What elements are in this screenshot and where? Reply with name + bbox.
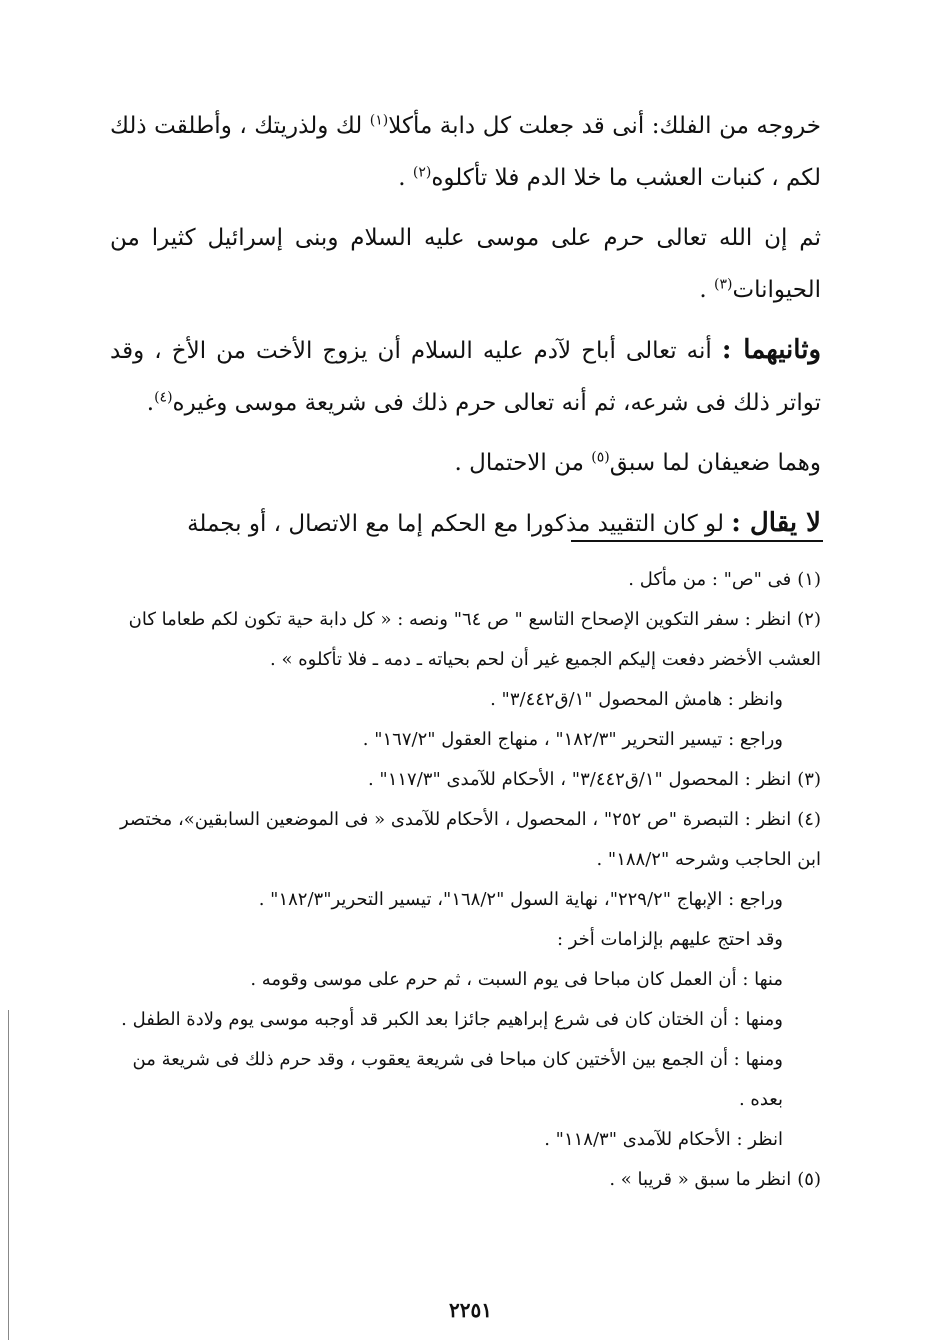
footnote-number: (٥) <box>797 1169 821 1190</box>
footnote-ref-4[interactable]: (٤) <box>154 389 173 406</box>
footnote-number: (٤) <box>797 809 821 830</box>
footnote-text: انظر ما سبق « قريبا » . <box>609 1169 792 1190</box>
footnote-3 <box>110 760 821 800</box>
paragraph-text: لك ولذريتك ، وأطلقت ذلك لكم ، كنبات العشب ما خلا الدم فلا تأكلوه <box>110 113 821 191</box>
footnote-2-sub: وراجع : تيسير التحرير "١٨٢/٣" ، منهاج العقول "١٦٧/٢" . <box>362 729 783 750</box>
footnote-text: فى "ص" : من مأكل . <box>628 569 792 590</box>
paragraph-3 <box>110 324 821 429</box>
footnote-ref-3[interactable]: (٣) <box>714 276 733 293</box>
footnote-ref-2[interactable]: (٢) <box>412 164 432 181</box>
footnote-4 <box>110 800 821 880</box>
footnote-text: انظر : سفر التكوين الإصحاح التاسع " ص ٦٤" ونصه : « كل دابة حية تكون لكم طعاما كان العشب الأخضر دفعت إليكم الجميع غير أن لحم بحياته ـ دمه ـ فلا تأكلوه » . <box>128 609 821 670</box>
footnote-number: (١) <box>797 569 821 590</box>
paragraph-text: وهما ضعيفان لما سبق <box>609 450 821 476</box>
paragraph-lead: وثانيهما : <box>721 335 821 365</box>
paragraph-text: ثم إن الله تعالى حرم على موسى عليه السلام وبنى إسرائيل كثيرا من الحيوانات <box>110 225 821 303</box>
footnote-2-sub: وانظر : هامش المحصول "١/ق٣/٤٤٢" . <box>490 689 783 710</box>
footnote-1 <box>110 560 821 600</box>
footnote-2 <box>110 600 821 680</box>
main-text <box>110 100 821 558</box>
footnote-4-sub: منها : أن العمل كان مباحا فى يوم السبت ، ثم حرم على موسى وقومه . <box>250 969 783 990</box>
paragraph-text: . <box>699 277 714 303</box>
footnotes <box>110 560 821 1200</box>
footnote-4-sub: ومنها : أن الجمع بين الأختين كان مباحا فى شريعة يعقوب ، وقد حرم ذلك فى شريعة من بعده . <box>132 1049 783 1110</box>
footnote-4-sub: ومنها : أن الختان كان فى شرع إبراهيم جائزا بعد الكبر قد أوجبه موسى يوم ولادة الطفل . <box>121 1009 783 1030</box>
footnote-text: انظر : التبصرة "ص ٢٥٢" ، المحصول ، الأحكام للآمدى « فى الموضعين السابقين»، مختصر ابن الحاجب وشرحه "١٨٨/٢" . <box>119 809 821 870</box>
footnote-4-sub: وراجع : الإبهاج "٢٢٩/٢"، نهاية السول "١٦٨/٢"، تيسير التحرير"١٨٢/٣" . <box>258 889 783 910</box>
paragraph-text: . <box>146 390 155 416</box>
footnote-4-sub: انظر : الأحكام للآمدى "١١٨/٣" . <box>544 1129 783 1150</box>
paragraph-5 <box>110 497 821 550</box>
page-number: ٢٢٥١ <box>449 1298 492 1322</box>
paragraph-text: من الاحتمال . <box>454 450 592 476</box>
scan-margin-line <box>8 1010 9 1340</box>
paragraph-text: خروجه من الفلك: أنى قد جعلت كل دابة مأكلا <box>388 113 821 139</box>
paragraph-1 <box>110 100 821 204</box>
footnote-number: (٢) <box>797 609 821 630</box>
footnote-ref-1[interactable]: (١) <box>369 112 389 129</box>
paragraph-2 <box>110 212 821 316</box>
paragraph-text: أنه تعالى أباح لآدم عليه السلام أن يزوج الأخت من الأخ ، وقد تواتر ذلك فى شرعه، ثم أنه تعالى حرم ذلك فى شريعة موسى وغيره <box>110 338 821 416</box>
paragraph-text: . <box>398 165 413 191</box>
paragraph-text: لو كان التقييد مذكورا مع الحكم إما مع الاتصال ، أو بجملة <box>187 511 732 537</box>
footnote-text: انظر : المحصول "١/ق٣/٤٤٢" ، الأحكام للآمدى "١١٧/٣" . <box>367 769 792 790</box>
paragraph-4 <box>110 437 821 489</box>
footnote-5 <box>110 1160 821 1200</box>
footnote-number: (٣) <box>797 769 821 790</box>
footnote-ref-5[interactable]: (٥) <box>591 449 610 466</box>
paragraph-lead: لا يقال : <box>731 508 821 538</box>
footnote-4-sub: وقد احتج عليهم بإلزامات أخر : <box>556 929 783 950</box>
footnote-divider <box>571 540 823 542</box>
